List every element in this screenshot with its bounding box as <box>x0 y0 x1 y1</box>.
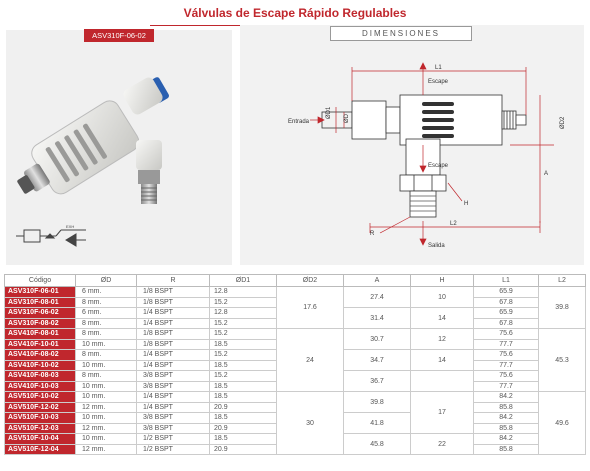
cell-r: 1/8 BSPT <box>137 339 210 350</box>
cell-l1: 67.8 <box>474 318 539 329</box>
cell-r: 3/8 BSPT <box>137 423 210 434</box>
cell-od1: 18.5 <box>210 392 277 403</box>
cell-codigo: ASV510F-12-03 <box>5 423 76 434</box>
cell-l1: 85.8 <box>474 423 539 434</box>
cell-r: 1/4 BSPT <box>137 318 210 329</box>
cell-a: 39.8 <box>344 392 411 413</box>
cell-h: 10 <box>411 287 474 308</box>
cell-l1: 84.2 <box>474 413 539 424</box>
entrada-label: Entrada <box>288 119 310 125</box>
cell-r: 3/8 BSPT <box>137 413 210 424</box>
cell-codigo: ASV310F-08-02 <box>5 318 76 329</box>
cell-od2: 17.6 <box>277 287 344 329</box>
cell-codigo: ASV510F-10-04 <box>5 434 76 445</box>
cell-l1: 84.2 <box>474 392 539 403</box>
cell-a: 34.7 <box>344 350 411 371</box>
cell-l1: 65.9 <box>474 287 539 298</box>
cell-codigo: ASV310F-08-01 <box>5 297 76 308</box>
table-header-row <box>5 275 586 287</box>
symbol-exh-label: EXH <box>66 224 75 229</box>
cell-h <box>411 371 474 392</box>
cell-od: 10 mm. <box>76 434 137 445</box>
cell-od: 8 mm. <box>76 350 137 361</box>
cell-r: 1/4 BSPT <box>137 392 210 403</box>
cell-l1: 75.6 <box>474 371 539 382</box>
cell-od1: 18.5 <box>210 413 277 424</box>
table-row <box>5 329 586 340</box>
cell-l1: 75.6 <box>474 350 539 361</box>
cell-a: 30.7 <box>344 329 411 350</box>
cell-od1: 20.9 <box>210 423 277 434</box>
l1-label: L1 <box>435 65 442 71</box>
l2-label: L2 <box>450 221 457 227</box>
specs-table <box>4 274 586 455</box>
cell-od: 6 mm. <box>76 308 137 319</box>
cell-h: 22 <box>411 434 474 455</box>
dimensions-heading: DIMENSIONES <box>330 26 472 41</box>
cell-od: 10 mm. <box>76 413 137 424</box>
cell-l1: 67.8 <box>474 297 539 308</box>
cell-codigo: ASV410F-08-01 <box>5 329 76 340</box>
cell-od1: 12.8 <box>210 308 277 319</box>
cell-od1: 15.2 <box>210 350 277 361</box>
product-photo <box>6 30 232 265</box>
cell-l2: 49.6 <box>539 392 586 455</box>
cell-h: 14 <box>411 308 474 329</box>
header-od: ØD <box>76 275 137 287</box>
cell-od: 12 mm. <box>76 402 137 413</box>
cell-od2: 24 <box>277 329 344 392</box>
dimension-drawing-panel <box>240 25 584 265</box>
cell-h: 14 <box>411 350 474 371</box>
cell-a: 45.8 <box>344 434 411 455</box>
cell-codigo: ASV510F-10-02 <box>5 392 76 403</box>
escape-bottom-label: Escape <box>428 163 449 169</box>
cell-od1: 15.2 <box>210 371 277 382</box>
cell-od: 12 mm. <box>76 444 137 455</box>
cell-r: 1/4 BSPT <box>137 308 210 319</box>
cell-a: 27.4 <box>344 287 411 308</box>
cell-l1: 77.7 <box>474 381 539 392</box>
cell-l1: 75.6 <box>474 329 539 340</box>
cell-od: 10 mm. <box>76 392 137 403</box>
cell-od1: 20.9 <box>210 402 277 413</box>
od1-label: ØD1 <box>326 106 332 119</box>
cell-l1: 85.8 <box>474 444 539 455</box>
cell-od: 8 mm. <box>76 371 137 382</box>
cell-codigo: ASV310F-06-02 <box>5 308 76 319</box>
cell-codigo: ASV410F-10-02 <box>5 360 76 371</box>
cell-l1: 85.8 <box>474 402 539 413</box>
cell-od: 10 mm. <box>76 360 137 371</box>
od-label: ØD <box>344 114 350 123</box>
cell-od1: 18.5 <box>210 434 277 445</box>
cell-od: 6 mm. <box>76 287 137 298</box>
cell-codigo: ASV510F-10-03 <box>5 413 76 424</box>
cell-od1: 20.9 <box>210 444 277 455</box>
cell-a: 36.7 <box>344 371 411 392</box>
cell-r: 1/2 BSPT <box>137 434 210 445</box>
cell-od1: 18.5 <box>210 360 277 371</box>
cell-r: 1/8 BSPT <box>137 329 210 340</box>
cell-codigo: ASV410F-10-01 <box>5 339 76 350</box>
cell-codigo: ASV410F-10-03 <box>5 381 76 392</box>
escape-top-label: Escape <box>428 79 449 85</box>
cell-h: 17 <box>411 392 474 434</box>
h-label: H <box>464 201 469 207</box>
dimension-drawing <box>240 25 584 265</box>
cell-od: 10 mm. <box>76 339 137 350</box>
cell-od1: 15.2 <box>210 318 277 329</box>
cell-od1: 12.8 <box>210 287 277 298</box>
cell-od1: 18.5 <box>210 339 277 350</box>
cell-a: 41.8 <box>344 413 411 434</box>
cell-l1: 65.9 <box>474 308 539 319</box>
od2-label: ØD2 <box>560 116 566 129</box>
r-label: R <box>370 231 375 237</box>
header-od1: ØD1 <box>210 275 277 287</box>
header-r: R <box>137 275 210 287</box>
cell-codigo: ASV510F-12-02 <box>5 402 76 413</box>
cell-od: 8 mm. <box>76 318 137 329</box>
cell-od: 8 mm. <box>76 329 137 340</box>
cell-h: 12 <box>411 329 474 350</box>
header-l2: L2 <box>539 275 586 287</box>
cell-r: 1/4 BSPT <box>137 350 210 361</box>
cell-od1: 15.2 <box>210 329 277 340</box>
cell-r: 1/4 BSPT <box>137 402 210 413</box>
cell-r: 1/8 BSPT <box>137 297 210 308</box>
cell-r: 3/8 BSPT <box>137 381 210 392</box>
cell-a: 31.4 <box>344 308 411 329</box>
cell-r: 1/4 BSPT <box>137 360 210 371</box>
cell-od2: 30 <box>277 392 344 455</box>
cell-l1: 77.7 <box>474 339 539 350</box>
table-row <box>5 287 586 298</box>
cell-codigo: ASV310F-06-01 <box>5 287 76 298</box>
cell-codigo: ASV410F-08-03 <box>5 371 76 382</box>
model-tag: ASV310F-06-02 <box>84 29 154 42</box>
salida-label: Salida <box>428 243 445 249</box>
cell-od: 8 mm. <box>76 297 137 308</box>
page-title: Válvulas de Escape Rápido Regulables <box>183 6 407 20</box>
cell-od1: 15.2 <box>210 297 277 308</box>
product-photo-panel <box>6 30 232 265</box>
cell-od1: 18.5 <box>210 381 277 392</box>
cell-codigo: ASV510F-12-04 <box>5 444 76 455</box>
cell-codigo: ASV410F-08-02 <box>5 350 76 361</box>
cell-l2: 39.8 <box>539 287 586 329</box>
cell-l1: 77.7 <box>474 360 539 371</box>
a-label: A <box>544 171 549 177</box>
header-h: H <box>411 275 474 287</box>
table-row <box>5 392 586 403</box>
cell-l2: 45.3 <box>539 329 586 392</box>
cell-l1: 84.2 <box>474 434 539 445</box>
cell-od: 10 mm. <box>76 381 137 392</box>
specs-table-body <box>5 287 586 455</box>
header-od2: ØD2 <box>277 275 344 287</box>
header-codigo: Código <box>5 275 76 287</box>
cell-r: 1/2 BSPT <box>137 444 210 455</box>
header-a: A <box>344 275 411 287</box>
cell-r: 1/8 BSPT <box>137 287 210 298</box>
cell-r: 3/8 BSPT <box>137 371 210 382</box>
cell-od: 12 mm. <box>76 423 137 434</box>
header-l1: L1 <box>474 275 539 287</box>
